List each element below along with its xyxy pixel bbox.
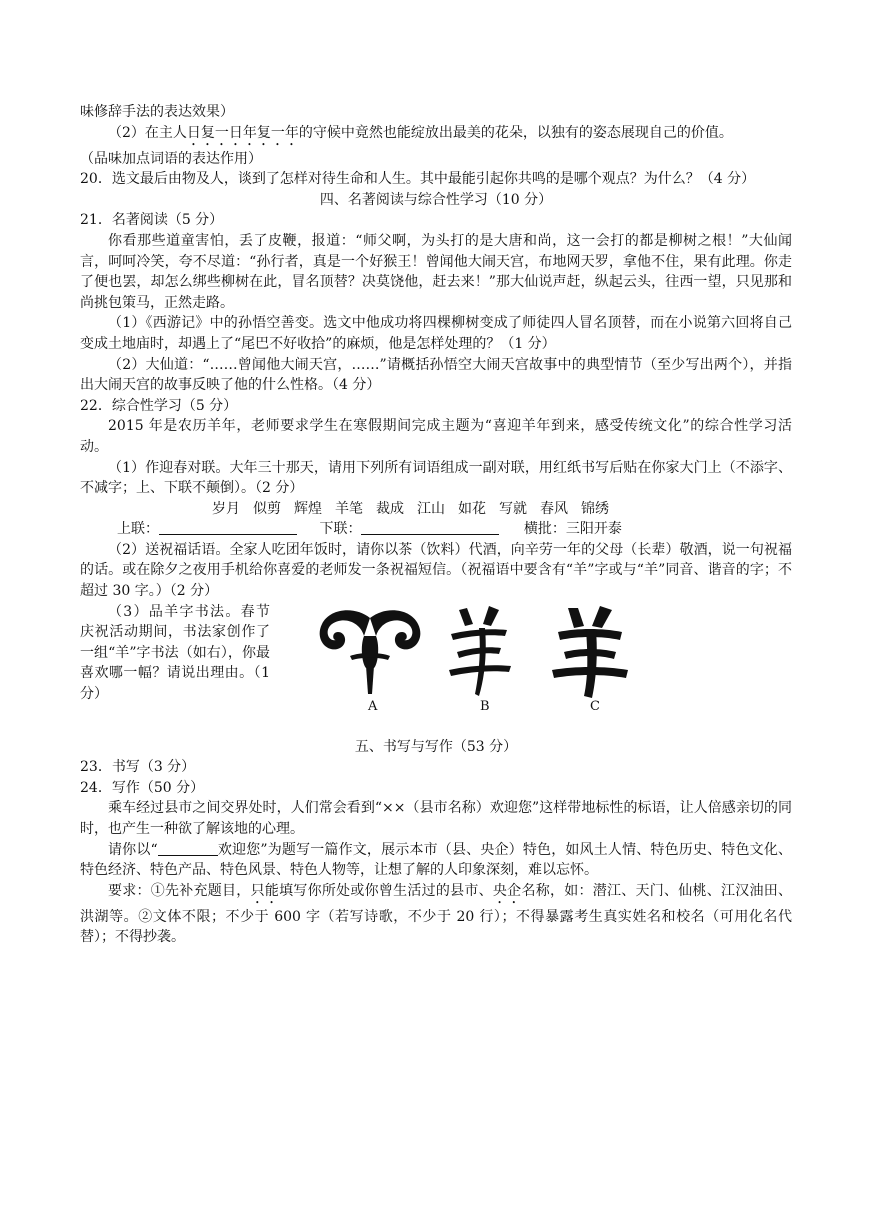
lower-blank[interactable] bbox=[361, 520, 499, 535]
word-item: 江山 bbox=[417, 500, 445, 517]
q21-part1: （1）《西游记》中的孙悟空善变。选文中他成功将四棵柳树变成了师徒四人冒名顶替，而在小说第六回将自己变成土地庙时，却遇上了“尾巴不好收拾”的麻烦，他是怎样处理的？（1 分） bbox=[80, 315, 792, 352]
question-21: 21．名著阅读（5 分） bbox=[80, 212, 224, 229]
q21-part2: （2）大仙道：“……曾闻他大闹天宫，……”请概括孙悟空大闹天宫故事中的典型情节（至少写出两个），并指出大闹天宫的故事反映了他的什么性格。（4 分） bbox=[80, 356, 792, 394]
section-4-title: 四、名著阅读与综合性学习（10 分） bbox=[319, 191, 553, 208]
req-dot1: 只能 bbox=[250, 882, 280, 899]
req-b: 填写你所处或你曾生活过的县市、 bbox=[279, 882, 493, 899]
word-item: 岁月 bbox=[212, 500, 240, 517]
word-item: 春风 bbox=[540, 500, 568, 517]
question-22: 22．综合性学习（5 分） bbox=[80, 397, 238, 414]
calligraphy-yang-c-icon bbox=[550, 606, 630, 698]
word-item: 裁成 bbox=[376, 500, 404, 517]
word-list bbox=[80, 499, 792, 520]
req-c: 名称，如：潜江、天门、仙桃、江汉油田、洪湖等。②文体不限；不少于 600 字（若写诗歌，不少于 20 行）；不得暴露考生真实姓名和校名（可用化名代替）；不得抄袭。 bbox=[80, 882, 793, 946]
dotted-words: 日复一日年复一年 bbox=[186, 124, 299, 141]
word-item: 似剪 bbox=[253, 500, 281, 517]
caption-b: B bbox=[480, 698, 490, 714]
q19-part2-post: 的守候中竟然也能绽放出最美的花朵，以独有的姿态展现自己的价值。 bbox=[298, 124, 733, 141]
calligraphy-yang-b-icon bbox=[445, 606, 515, 696]
couplet-answer-row bbox=[80, 519, 792, 540]
word-item: 辉煌 bbox=[294, 500, 322, 517]
caption-a: A bbox=[368, 698, 378, 714]
q24-task-pre: 请你以“ bbox=[108, 841, 158, 858]
word-item: 锦绣 bbox=[581, 500, 609, 517]
calligraphy-figure bbox=[270, 602, 790, 727]
q19-continuation: 味修辞手法的表达效果） bbox=[80, 104, 234, 120]
section-5-title: 五、书写与写作（53 分） bbox=[354, 738, 518, 755]
upper-blank[interactable] bbox=[159, 520, 297, 535]
q22-part3: （3）品羊字书法。春节庆祝活动期间，书法家创作了一组“羊”字书法（如右），你最喜欢哪一幅？请说出理由。（1 分） bbox=[80, 603, 270, 703]
q19-part2-note: （品味加点词语的表达作用） bbox=[80, 150, 262, 167]
q24-task bbox=[80, 840, 792, 881]
q24-requirements bbox=[80, 881, 792, 948]
q22-part3-row bbox=[80, 602, 792, 727]
req-a: 要求：①先补充题目， bbox=[108, 882, 251, 899]
q19-part2 bbox=[80, 123, 792, 170]
lower-label: 下联： bbox=[319, 521, 362, 538]
q22-part2: （2）送祝福话语。全家人吃团年饭时，请你以茶（饮料）代酒，向辛劳一年的父母（长辈）敬酒，说一句祝福的话。或在除夕之夜用手机给你喜爱的老师发一条祝福短信。（祝福语中要含有“羊”字或与“羊”同音、谐音的字；不超过 30 字。）（2 分） bbox=[80, 541, 792, 600]
q24-task-post: 欢迎您”为题写一篇作文，展示本市（县、央企）特色，如风土人情、特色历史、特色文化、特色经济、特色产品、特色风景、特色人物等，让想了解的人印象深刻，难以忘怀。 bbox=[80, 841, 792, 879]
word-item: 羊笔 bbox=[335, 500, 363, 517]
req-dot2: 央企 bbox=[492, 882, 522, 899]
q24-passage: 乘车经过县市之间交界处时，人们常会看到“××（县市名称）欢迎您”这样带地标性的标语，让人倍感亲切的同时，也产生一种欲了解该地的心理。 bbox=[80, 800, 792, 838]
word-item: 写就 bbox=[499, 500, 527, 517]
horizontal-scroll: 横批：三阳开泰 bbox=[523, 521, 622, 538]
exam-page bbox=[80, 102, 792, 948]
q21-passage: 你看那些道童害怕，丢了皮鞭，报道：“师父啊，为头打的是大唐和尚，这一会打的都是柳树之根！”大仙闻言，呵呵冷笑，夸不尽道：“孙行者，真是一个好猴王！曾闻他大闹天宫，布地网天罗，拿他不住，果有此理。你走了便也罢，却怎么绑些柳树在此，冒名顶替？决莫饶他，赶去来！”那大仙说声赶，纵起云头，往西一望，只见那和尚挑包策马，正然走路。 bbox=[80, 232, 792, 311]
q22-part1: （1）作迎春对联。大年三十那天，请用下列所有词语组成一副对联，用红纸书写后贴在你家大门上（不添字、不减字；上、下联不颠倒）。（2 分） bbox=[80, 459, 792, 497]
calligraphy-yang-a-icon bbox=[310, 606, 430, 696]
question-24: 24．写作（50 分） bbox=[80, 779, 205, 796]
word-item: 如花 bbox=[458, 500, 486, 517]
question-23: 23．书写（3 分） bbox=[80, 759, 196, 776]
q22-passage: 2015 年是农历羊年，老师要求学生在寒假期间完成主题为“喜迎羊年到来，感受传统文化”的综合性学习活动。 bbox=[80, 418, 792, 455]
question-20: 20．选文最后由物及人，谈到了怎样对待生命和人生。其中最能引起你共鸣的是哪个观点？为什么？（4 分） bbox=[80, 171, 756, 188]
q19-part2-pre: （2）在主人 bbox=[108, 124, 187, 141]
caption-c: C bbox=[590, 698, 600, 714]
title-blank[interactable] bbox=[158, 841, 218, 856]
upper-label: 上联： bbox=[117, 521, 159, 538]
